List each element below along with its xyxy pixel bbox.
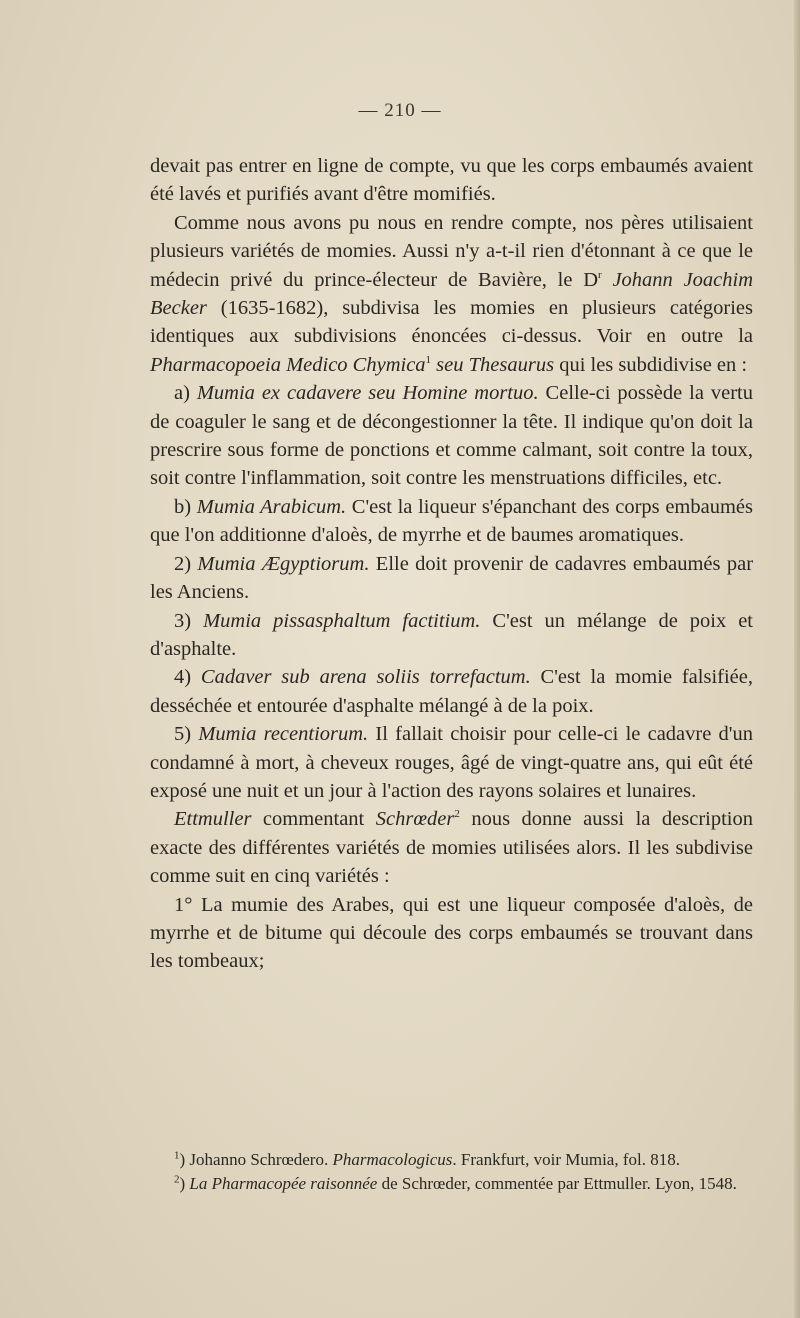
book-title: Pharmacopoeia Medico Chymica (150, 353, 426, 376)
paragraph: Ettmuller commentant Schrœder$^2$ nous donne aussi la description exacte des différentes variétés de momies utilisées alors. Il les subdivise comme suit en cinq variétés : (150, 808, 753, 888)
paragraph: devait pas entrer en ligne de compte, vu que les corps embaumés avaient été lavés et purifiés avant d'être momifiés. (150, 155, 753, 206)
footnotes (150, 1148, 753, 1196)
list-item: 3) Mumia pissasphaltum factitium. C'est un mélange de poix et d'asphalte. (150, 609, 753, 660)
footnote-ref: 2 (454, 808, 460, 821)
list-item: 5) Mumia recentiorum. Il fallait choisir pour celle-ci le cadavre d'un condamné à mort, à cheveux rouges, âgé de vingt-quatre ans, qui eût été exposé une nuit et un jour à l'action des rayons solaires et lunaires. (150, 723, 753, 802)
person-name: Ettmuller (174, 808, 252, 831)
paragraph: Comme nous avons pu nous en rendre compte, nos pères utilisaient plusieurs variétés de momies. Aussi n'y a-t-il rien d'étonnant à ce que le médecin privé du prince-électeur de Bavière, le $D^r$ Johann Joachim Becker (1635-1682), subdivisa les momies en plusieurs catégories identiques aux subdivisions énoncées ci-dessus. Voir en outre la Pharmacopoeia Medico Chymica$^1$ seu Thesaurus qui les subdidivise en : (150, 211, 753, 376)
page-edge (794, 0, 800, 1318)
list-item: b) Mumia Arabicum. C'est la liqueur s'épanchant des corps embaumés que l'on additionne d'aloès, de myrrhe et de baumes aromatiques. (150, 495, 753, 547)
footnote: $^2$) La Pharmacopée raisonnée de Schrœder, commentée par Ettmuller. Lyon, 1548. (174, 1173, 737, 1193)
page-number: — 210 — (358, 100, 442, 121)
list-item: 4) Cadaver sub arena soliis torrefactum. C'est la momie falsifiée, desséchée et entourée d'asphalte mélangé à de la poix. (150, 666, 753, 717)
person-name: Johann Joachim Becker (150, 268, 753, 320)
main-text (150, 152, 753, 976)
footnote: $^1$) Johanno Schrœdero. Pharmacologicus. Frankfurt, voir Mumia, fol. 818. (174, 1149, 680, 1169)
list-item: 1° La mumie des Arabes, qui est une liqueur composée d'aloès, de myrrhe et de bitume qui découle des corps embaumés se trouvant dans les tombeaux; (150, 893, 753, 973)
footnote-ref: 1 (425, 354, 432, 367)
list-item: 2) Mumia Ægyptiorum. Elle doit provenir de cadavres embaumés par les Anciens. (150, 552, 754, 604)
list-item: a) Mumia ex cadavere seu Homine mortuo. Celle-ci possède la vertu de coaguler le sang et de décongestionner la tête. Il indique qu'on doit la prescrire sous forme de ponctions et comme calmant, soit contre la toux, soit contre l'inflammation, soit contre les menstruations difficiles, etc. (150, 382, 753, 490)
person-name: Schrœder (375, 808, 455, 831)
